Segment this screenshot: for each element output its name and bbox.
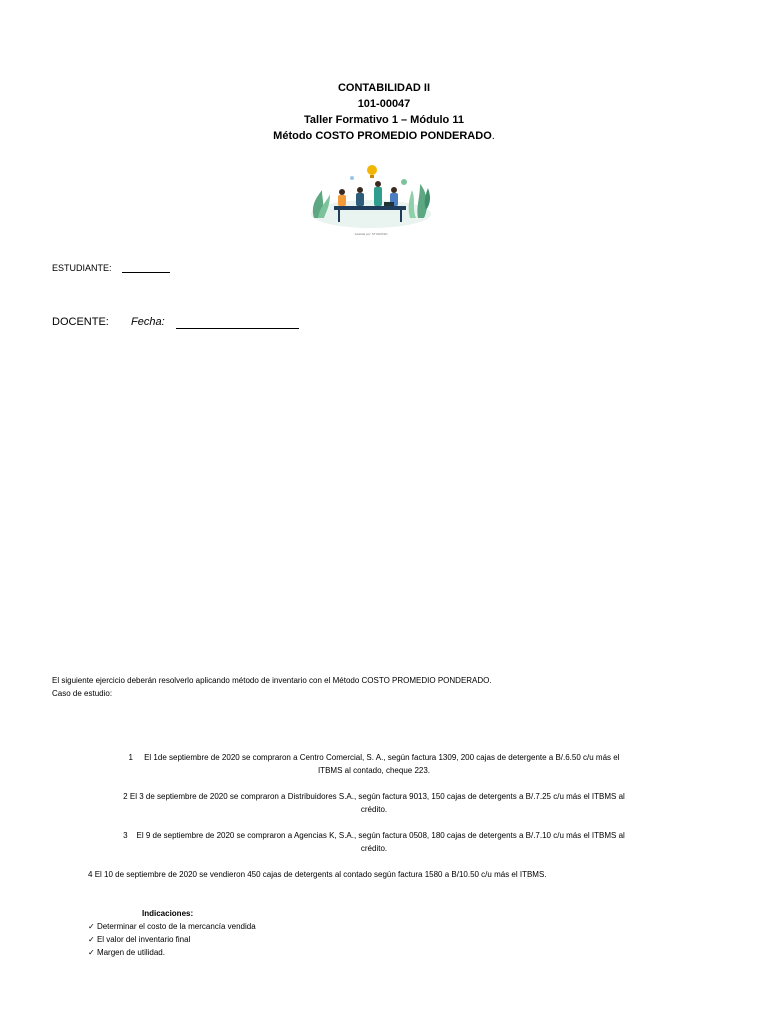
- student-label: ESTUDIANTE:: [52, 263, 112, 273]
- item-text: El 1de septiembre de 2020 se compraron a Centro Comercial, S. A., según factura 1309, 200 cajas de detergente a B/.6.50 c/u más el: [144, 753, 620, 762]
- item-number: 4: [88, 870, 93, 879]
- team-meeting-svg: [308, 160, 434, 242]
- teacher-field: [52, 316, 109, 328]
- item-number: 1: [128, 753, 133, 762]
- indication-text: Determinar el costo de la mercancía vendida: [96, 922, 256, 931]
- indication-text: El valor del inventario final: [96, 935, 191, 944]
- check-icon: ✓: [88, 935, 95, 944]
- item-text: El 10 de septiembre de 2020 se vendieron 450 cajas de detergents al contado según factura 1580 a B/10.50 c/u más el ITBMS.: [94, 870, 547, 879]
- list-item: [84, 751, 664, 777]
- list-item: [84, 829, 664, 855]
- illustration-caption: Asistida por: STUDIOSD: [354, 232, 388, 236]
- item-number: 3: [123, 831, 128, 840]
- item-text-cont: crédito.: [360, 844, 388, 853]
- indication-item: [88, 933, 256, 946]
- teacher-label: DOCENTE:: [52, 316, 109, 328]
- date-label: Fecha:: [131, 316, 165, 328]
- item-text-cont: ITBMS al contado, cheque 223.: [317, 766, 431, 775]
- item-text: El 3 de septiembre de 2020 se compraron a Distribuidores S.A., según factura 9013, 150 cajas de detergents a B/.7.25 c/u más el ITBMS al: [129, 792, 625, 801]
- indication-item: [88, 946, 256, 959]
- indications-list: [88, 920, 256, 959]
- indications-title: Indicaciones:: [142, 909, 194, 918]
- student-blank[interactable]: [122, 262, 170, 273]
- list-item: [84, 790, 664, 816]
- indication-text: Margen de utilidad.: [96, 948, 165, 957]
- intro-text: El siguiente ejercicio deberán resolverlo aplicando método de inventario con el Método COSTO PROMEDIO PONDERADO.: [52, 676, 492, 685]
- item-number: 2: [123, 792, 128, 801]
- date-blank[interactable]: [176, 328, 299, 329]
- team-meeting-illustration: [308, 160, 434, 242]
- method-title: Método COSTO PROMEDIO PONDERADO.: [273, 130, 495, 142]
- check-icon: ✓: [88, 948, 95, 957]
- workshop-title: Taller Formativo 1 – Módulo 11: [304, 114, 464, 126]
- student-field: [52, 262, 170, 273]
- course-title: CONTABILIDAD II: [337, 82, 431, 94]
- case-study-label: Caso de estudio:: [52, 689, 113, 698]
- item-text: El 9 de septiembre de 2020 se compraron a Agencias K, S.A., según factura 0508, 180 cajas de detergents a B/.7.10 c/u más el ITBMS al: [136, 831, 625, 840]
- item-text-cont: crédito.: [360, 805, 388, 814]
- date-field: [131, 316, 165, 328]
- check-icon: ✓: [88, 922, 95, 931]
- course-code: 101-00047: [357, 98, 411, 110]
- indication-item: [88, 920, 256, 933]
- list-item: [88, 868, 668, 881]
- method-text: Método COSTO PROMEDIO PONDERADO: [273, 130, 492, 142]
